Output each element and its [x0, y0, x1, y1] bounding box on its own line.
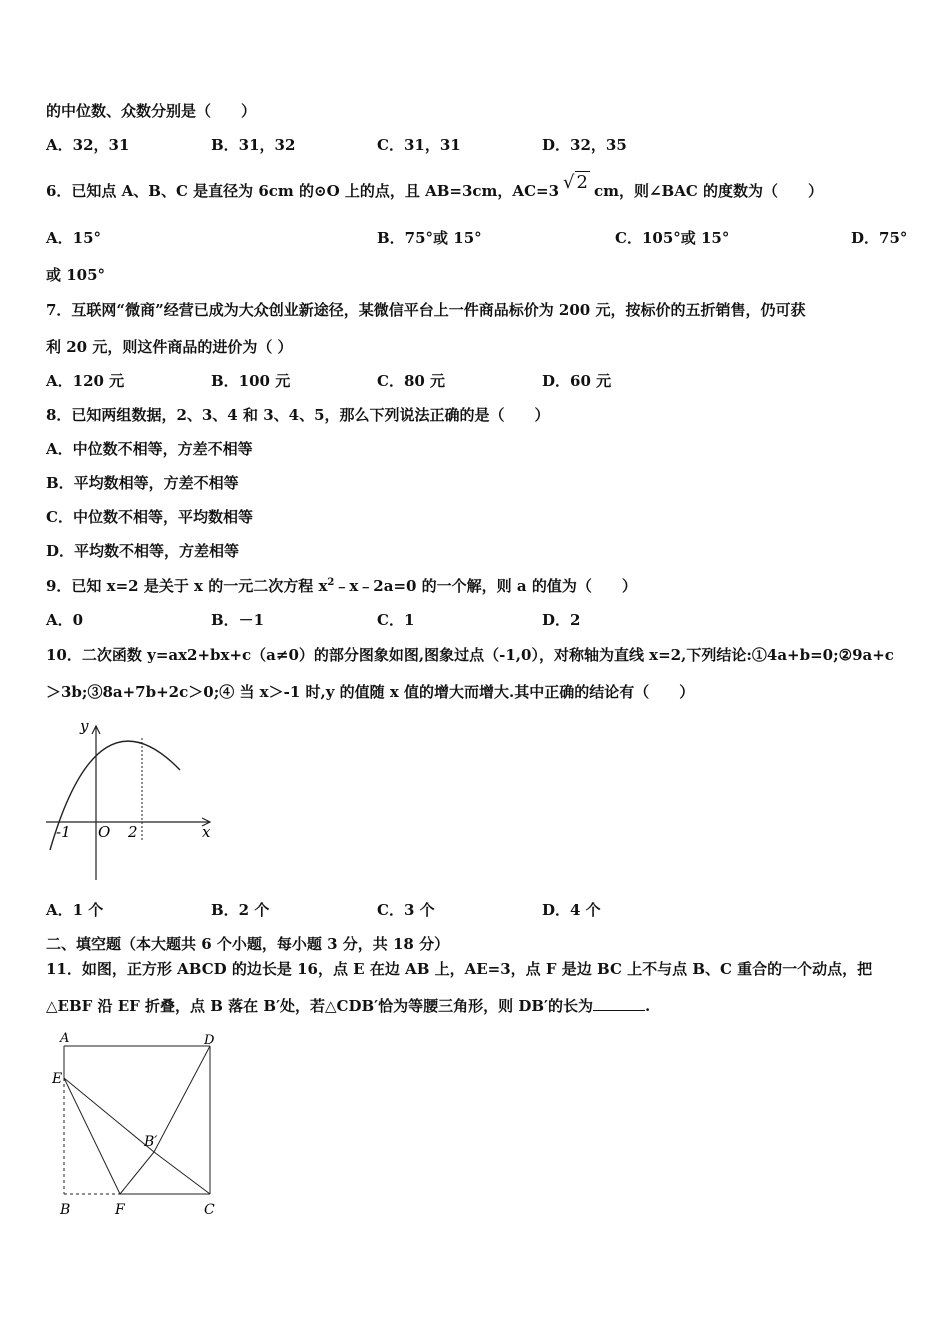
q9-stem-before: 9．已知 x=2 是关于 x 的一元二次方程 x: [46, 577, 328, 595]
q5-option-b[interactable]: B．31，32: [211, 136, 296, 154]
label-a: A: [60, 1031, 70, 1046]
label-b: B: [60, 1202, 71, 1218]
q10-stem-line1: 10．二次函数 y=ax2+bx+c（a≠0）的部分图象如图,图象过点（-1,0），对称轴为直线 x=2,下列结论:①4a+b=0;②9a+c: [46, 646, 894, 664]
q7-option-d[interactable]: D．60 元: [542, 372, 612, 390]
q6-stem-after: cm，则∠BAC 的度数为（ ）: [593, 182, 824, 200]
square-fold-figure: [48, 1028, 228, 1220]
q7-stem-line2: 利 20 元，则这件商品的进价为（ ）: [46, 338, 293, 356]
q6-radicand: 2: [576, 172, 588, 193]
q10-option-a[interactable]: A．1 个: [46, 901, 104, 919]
segment-cb-prime: [154, 1152, 210, 1194]
q8-option-b[interactable]: B．平均数相等，方差不相等: [46, 474, 239, 492]
q9-stem-after: ﹣x﹣2a=0 的一个解，则 a 的值为（ ）: [334, 577, 637, 595]
parabola-graph: [40, 714, 220, 884]
answer-blank[interactable]: [593, 996, 645, 1011]
segment-eb-prime: [64, 1078, 154, 1152]
label-f: F: [115, 1202, 125, 1218]
q11-stem-line1: 11．如图，正方形 ABCD 的边长是 16，点 E 在边 AB 上，AE=3，点 F 是边 BC 上不与点 B、C 重合的一个动点，把: [46, 960, 873, 978]
q7-option-b[interactable]: B．100 元: [211, 372, 291, 390]
tick-label-2: 2: [128, 823, 138, 841]
q5-stem-tail: 的中位数、众数分别是（ ）: [46, 102, 257, 120]
tick-label-neg1: -1: [56, 823, 71, 841]
segment-fb-prime: [120, 1152, 154, 1194]
label-e: E: [52, 1071, 63, 1087]
q9-stem: [46, 576, 637, 596]
q5-option-d[interactable]: D．32，35: [542, 136, 627, 154]
sqrt-symbol: √ 2: [563, 172, 588, 193]
q6-option-b[interactable]: B．75°或 15°: [377, 229, 482, 247]
q7-stem-line1: 7．互联网“微商”经营已成为大众创业新途径，某微信平台上一件商品标价为 200 元，按标价的五折销售，仍可获: [46, 301, 806, 319]
q10-stem-line2: ＞3b;③8a+7b+2c＞0;④ 当 x＞-1 时,y 的值随 x 值的增大而增大.其中正确的结论有（ ）: [46, 683, 695, 701]
q8-option-c[interactable]: C．中位数不相等，平均数相等: [46, 508, 253, 526]
segment-db-prime: [154, 1046, 210, 1152]
q7-option-a[interactable]: A．120 元: [46, 372, 125, 390]
q10-option-c[interactable]: C．3 个: [377, 901, 435, 919]
q5-option-a[interactable]: A．32，31: [46, 136, 130, 154]
q6-option-a[interactable]: A．15°: [46, 229, 102, 247]
q9-option-c[interactable]: C．1: [377, 611, 415, 629]
q11-stem-line2-text: △EBF 沿 EF 折叠，点 B 落在 B′处，若△CDB′恰为等腰三角形，则 DB′的长为: [46, 997, 594, 1015]
q6-option-c[interactable]: C．105°或 15°: [615, 229, 730, 247]
label-d: D: [204, 1033, 215, 1048]
q6-option-d[interactable]: D．75°: [851, 229, 908, 247]
q5-option-c[interactable]: C．31，31: [377, 136, 461, 154]
label-c: C: [204, 1202, 215, 1218]
q8-option-a[interactable]: A．中位数不相等，方差不相等: [46, 440, 253, 458]
q8-stem: 8．已知两组数据，2、3、4 和 3、4、5，那么下列说法正确的是（ ）: [46, 406, 550, 424]
q9-option-b[interactable]: B．－1: [211, 611, 265, 629]
q6-stem-before: 6．已知点 A、B、C 是直径为 6cm 的⊙O 上的点，且 AB=3cm，AC=3: [46, 182, 560, 200]
q6-stem: [46, 172, 824, 201]
q7-option-c[interactable]: C．80 元: [377, 372, 446, 390]
q8-option-d[interactable]: D．平均数不相等，方差相等: [46, 542, 240, 560]
x-axis-label: x: [202, 823, 211, 841]
section-heading: 二、填空题（本大题共 6 个小题，每小题 3 分，共 18 分）: [46, 935, 450, 953]
segment-ef: [64, 1078, 120, 1194]
q11-stem-line2: [46, 996, 650, 1016]
q11-stem-end: .: [645, 997, 651, 1015]
q9-option-d[interactable]: D．2: [542, 611, 581, 629]
q9-exponent: 2: [327, 577, 335, 588]
q6-option-d-wrap: 或 105°: [46, 266, 106, 284]
origin-label: O: [98, 823, 111, 841]
q10-option-d[interactable]: D．4 个: [542, 901, 601, 919]
q10-option-b[interactable]: B．2 个: [211, 901, 270, 919]
y-axis-label: y: [80, 717, 89, 735]
label-b-prime: B′: [144, 1134, 158, 1150]
q9-option-a[interactable]: A．0: [46, 611, 84, 629]
